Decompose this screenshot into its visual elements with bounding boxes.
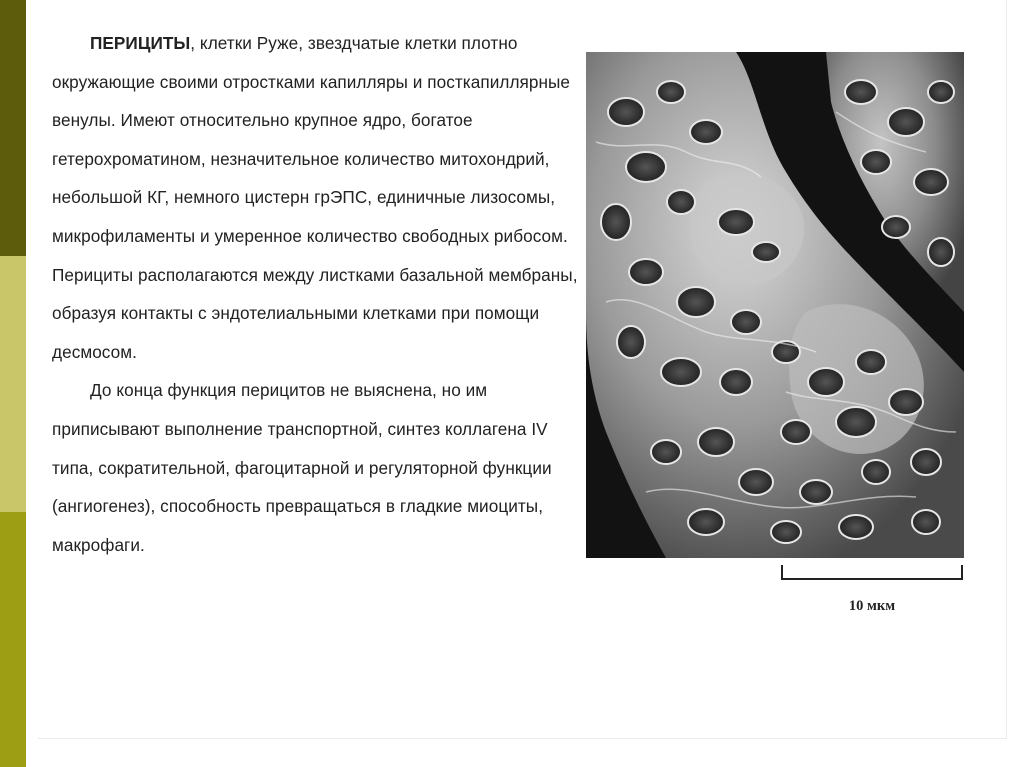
paragraph-1-text: , клетки Руже, звездчатые клетки плотно окружающие своими отростками капилляры и посткапиллярные венулы. Имеют относительно крупное ядро, богатое гетерохроматином, незначительное количество митохондрий, небольшой КГ, немного цистерн грЭПС, единичные лизосомы, микрофиламенты и умеренное количество свободных рибосом. Перициты располагаются между листками базальной мембраны, образуя контакты с эндотелиальными клетками при помощи десмосом. <box>52 33 578 362</box>
paragraph-2-text: До конца функция перицитов не выяснена, но им приписывают выполнение транспортной, синтез коллагена IV типа, сократительной, фагоцитарной и регуляторной функции (ангиогенез), способность превращаться в гладкие миоциты, макрофаги. <box>52 380 552 555</box>
side-bar-top <box>0 0 26 256</box>
body-text <box>52 24 592 564</box>
side-bar-bottom <box>0 512 26 767</box>
side-bar-middle <box>0 256 26 512</box>
scale-bar <box>781 565 963 581</box>
paragraph-1 <box>52 24 592 371</box>
scale-label: 10 мкм <box>848 598 896 614</box>
paragraph-2 <box>52 371 592 564</box>
term-pericytes: ПЕРИЦИТЫ <box>90 33 191 53</box>
electron-micrograph <box>586 52 964 558</box>
